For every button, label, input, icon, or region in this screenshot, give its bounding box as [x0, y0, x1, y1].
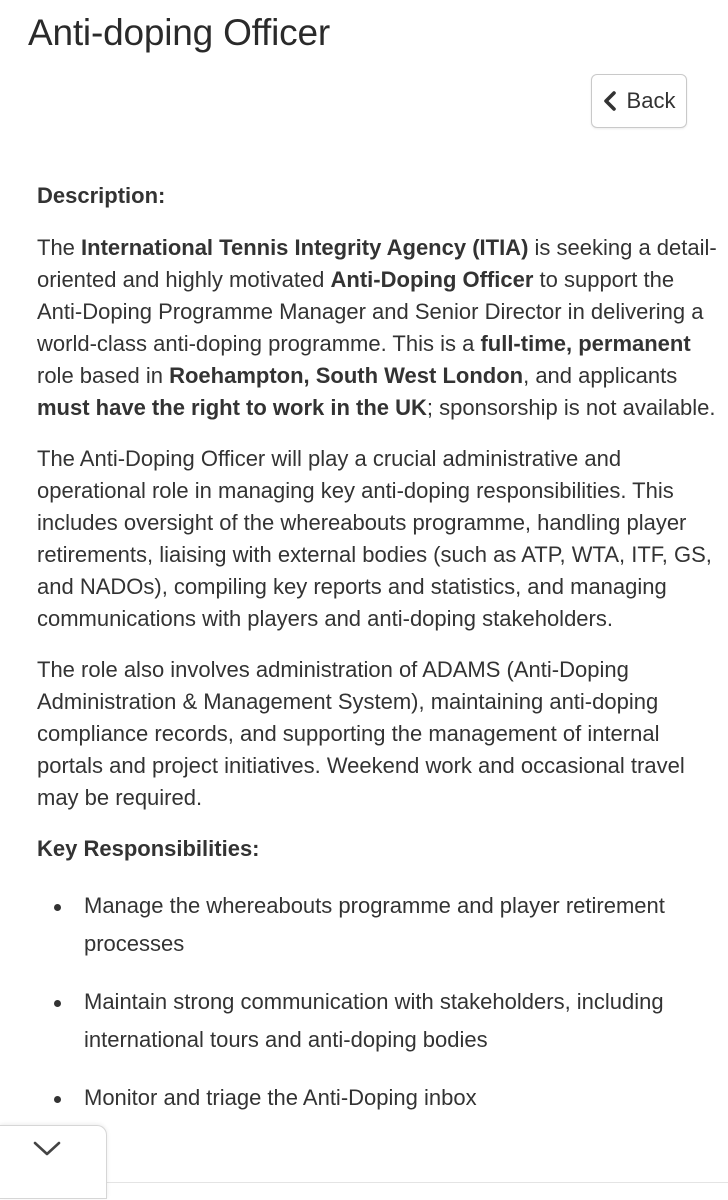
chevron-left-icon [603, 91, 617, 111]
description-paragraph-3: The role also involves administration of ADAMS (Anti-Doping Administration & Management System), maintaining anti-doping compliance records, and supporting the management of internal portals and project initiatives. Weekend work and occasional travel may be required. [37, 657, 685, 810]
right-to-work: must have the right to work in the UK [37, 395, 427, 420]
bullet-icon [54, 904, 61, 911]
bullet-icon [54, 1000, 61, 1007]
list-item: Maintain strong communication with stakeholders, including international tours and anti-doping bodies [37, 983, 717, 1059]
job-description [37, 180, 717, 1137]
location: Roehampton, South West London [169, 363, 524, 388]
back-button-label: Back [626, 88, 676, 113]
responsibilities-list [37, 887, 717, 1117]
page-title: Anti-doping Officer [28, 12, 330, 53]
collapse-tab-button[interactable] [0, 1125, 107, 1199]
organisation-name: International Tennis Integrity Agency (ITIA) [81, 235, 529, 260]
description-heading: Description: [37, 183, 166, 208]
back-button[interactable] [591, 74, 687, 128]
contract-type: full-time, permanent [480, 331, 691, 356]
description-paragraph-2: The Anti-Doping Officer will play a crucial administrative and operational role in managing key anti-doping responsibilities. This includes oversight of the whereabouts programme, handling player retirements, liaising with external bodies (such as ATP, WTA, ITF, GS, and NADOs), compiling key reports and statistics, and managing communications with players and anti-doping stakeholders. [37, 446, 712, 631]
responsibilities-heading: Key Responsibilities: [37, 836, 260, 861]
role-name: Anti-Doping Officer [330, 267, 534, 292]
bottom-toolbar [0, 1182, 728, 1200]
bullet-icon [54, 1096, 61, 1103]
list-item: Manage the whereabouts programme and player retirement processes [37, 887, 717, 963]
chevron-down-icon [32, 1140, 62, 1158]
description-paragraph-1: The International Tennis Integrity Agency (ITIA) is seeking a detail-oriented and highly motivated Anti-Doping Officer to support the Anti-Doping Programme Manager and Senior Director in delivering a world-class anti-doping programme. This is a full-time, permanent role based in Roehampton, South West London, and applicants must have the right to work in the UK; sponsorship is not available. [37, 235, 717, 420]
list-item: Monitor and triage the Anti-Doping inbox [37, 1079, 717, 1117]
